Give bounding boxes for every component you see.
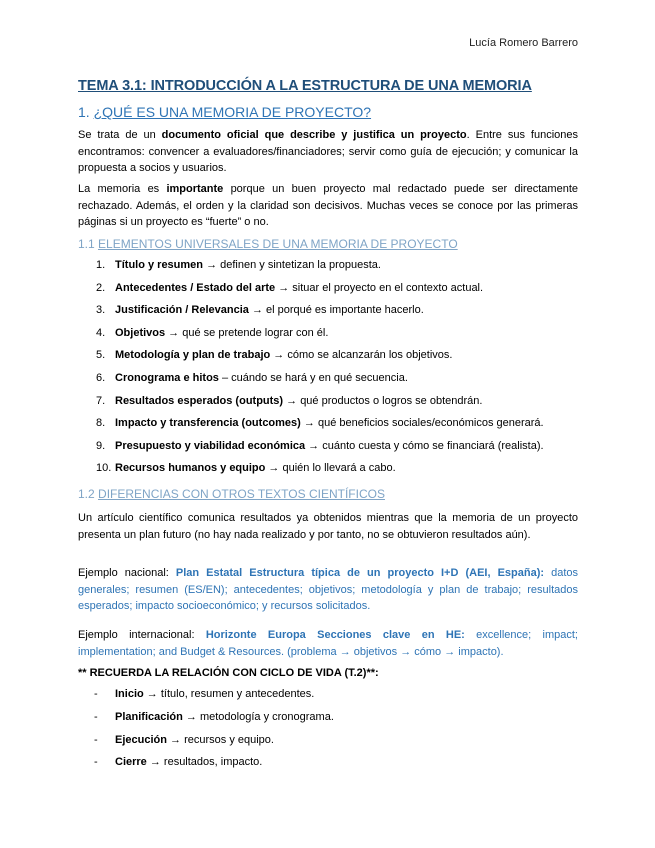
section-1-1-title: ELEMENTOS UNIVERSALES DE UNA MEMORIA DE PROYECTO — [98, 237, 458, 251]
example-label: Ejemplo internacional: — [78, 629, 206, 641]
dash-bullet: - — [94, 733, 98, 746]
item-number: 1. — [96, 259, 106, 271]
item-bold: Recursos humanos y equipo — [115, 462, 266, 475]
item-bold: Título y resumen — [115, 259, 204, 271]
item-bold: Ejecución — [115, 733, 167, 746]
section-1-title: ¿QUÉ ES UNA MEMORIA DE PROYECTO? — [93, 104, 372, 120]
item-bold: Antecedentes / Estado del arte — [115, 281, 276, 294]
list-item — [78, 462, 544, 485]
item-text: → qué productos o logros se obtendrán. — [283, 394, 483, 407]
list-item — [78, 282, 544, 305]
item-number: 5. — [96, 349, 106, 362]
list-item — [78, 734, 334, 757]
example-text: excellence; impact; implementation; and Budget & Resources. (problema → objetivos → cómo → impacto). — [78, 629, 578, 658]
list-item — [78, 259, 544, 282]
item-text: → el porqué es importante hacerlo. — [248, 304, 424, 317]
item-text: → metodología y cronograma. — [182, 710, 334, 723]
item-text: → resultados, impacto. — [146, 756, 263, 769]
list-item — [78, 711, 334, 734]
text-bold: importante — [166, 183, 224, 195]
item-number: 10. — [96, 462, 112, 475]
item-number: 7. — [96, 394, 106, 407]
item-bold: Objetivos — [115, 326, 166, 339]
item-text: → situar el proyecto en el contexto actual. — [275, 281, 484, 294]
item-bold: Cronograma e hitos — [115, 371, 219, 384]
item-number: 2. — [96, 281, 106, 294]
national-example — [78, 565, 578, 615]
dash-bullet: - — [94, 710, 98, 723]
item-number: 9. — [96, 439, 106, 452]
item-text: – cuándo se hará y en qué secuencia. — [218, 371, 408, 384]
example-text: datos generales; resumen (ES/EN); antecedentes; objetivos; metodología y plan de trabajo; resultados esperados; impacto socioeconómico; y recursos solicitados. — [78, 567, 579, 612]
text-bold: documento oficial que describe y justifica un proyecto — [161, 129, 467, 141]
international-example — [78, 627, 578, 660]
item-bold: Planificación — [115, 710, 183, 723]
item-bold: Resultados esperados (outputs) — [115, 394, 284, 407]
section-1-paragraph-1 — [78, 127, 578, 177]
text-run: porque un buen proyecto mal redactado puede ser directamente rechazado. Además, el orden y la claridad son decisivos. Muchas veces se conoce por las primeras páginas si un proyecto es “fuerte” o no. — [78, 183, 578, 228]
item-number: 3. — [96, 304, 106, 317]
item-bold: Cierre — [115, 756, 147, 769]
item-bold: Justificación / Relevancia — [115, 304, 249, 317]
example-bold: Horizonte Europa Secciones clave en HE: — [205, 629, 465, 641]
item-bold: Metodología y plan de trabajo — [115, 349, 271, 362]
section-1-number: 1. — [78, 104, 90, 120]
dash-bullet: - — [94, 688, 98, 700]
section-1-heading — [78, 104, 371, 120]
item-number: 6. — [96, 371, 106, 384]
list-item — [78, 395, 544, 418]
example-label: Ejemplo nacional: — [78, 567, 176, 579]
item-text: → qué se pretende lograr con él. — [165, 326, 329, 339]
item-text: → qué beneficios sociales/económicos generará. — [300, 417, 544, 430]
list-item — [78, 327, 544, 350]
item-text: → recursos y equipo. — [166, 733, 274, 746]
section-1-2-title: DIFERENCIAS CON OTROS TEXTOS CIENTÍFICOS — [98, 487, 385, 501]
author-name: Lucía Romero Barrero — [469, 37, 578, 49]
section-1-2-number: 1.2 — [78, 487, 95, 501]
item-text: → quién lo llevará a cabo. — [265, 462, 396, 475]
list-item — [78, 440, 544, 463]
item-text: → definen y sintetizan la propuesta. — [203, 259, 381, 271]
lifecycle-list — [78, 688, 334, 779]
recuerda-heading: ** RECUERDA LA RELACIÓN CON CICLO DE VIDA (T.2)**: — [78, 667, 379, 679]
list-item — [78, 417, 544, 440]
list-item — [78, 304, 544, 327]
section-1-1-number: 1.1 — [78, 237, 95, 251]
section-1-1-heading — [78, 237, 458, 251]
item-number: 4. — [96, 326, 106, 339]
section-1-paragraph-2 — [78, 181, 578, 231]
item-number: 8. — [96, 417, 106, 430]
list-item — [78, 756, 334, 779]
list-item — [78, 688, 334, 711]
item-bold: Inicio — [115, 688, 144, 700]
item-text: → cómo se alcanzarán los objetivos. — [270, 349, 453, 362]
document-title: TEMA 3.1: INTRODUCCIÓN A LA ESTRUCTURA DE UNA MEMORIA — [78, 78, 532, 94]
text-run: Se trata de un — [78, 129, 162, 141]
item-bold: Presupuesto y viabilidad económica — [115, 439, 306, 452]
section-1-2-paragraph: Un artículo científico comunica resultados ya obtenidos mientras que la memoria de un proyecto presenta un plan futuro (no hay nada realizado y por tanto, no se obtuvieron resultados aún). — [78, 512, 578, 541]
elements-list — [78, 259, 544, 485]
section-1-2-heading — [78, 487, 385, 501]
list-item — [78, 349, 544, 372]
text-run: . Entre sus funciones encontramos: convencer a evaluadores/financiadores; servir como guía de ejecución; y comunicar la propuesta a socios y usuarios. — [78, 129, 578, 174]
list-item — [78, 372, 544, 395]
item-text: → cuánto cuesta y cómo se financiará (realista). — [305, 439, 544, 452]
item-text: → título, resumen y antecedentes. — [143, 688, 315, 700]
example-bold: Plan Estatal Estructura típica de un proyecto I+D (AEI, España): — [175, 567, 545, 579]
item-bold: Impacto y transferencia (outcomes) — [115, 417, 301, 430]
text-run: La memoria es — [78, 183, 167, 195]
dash-bullet: - — [94, 756, 98, 769]
